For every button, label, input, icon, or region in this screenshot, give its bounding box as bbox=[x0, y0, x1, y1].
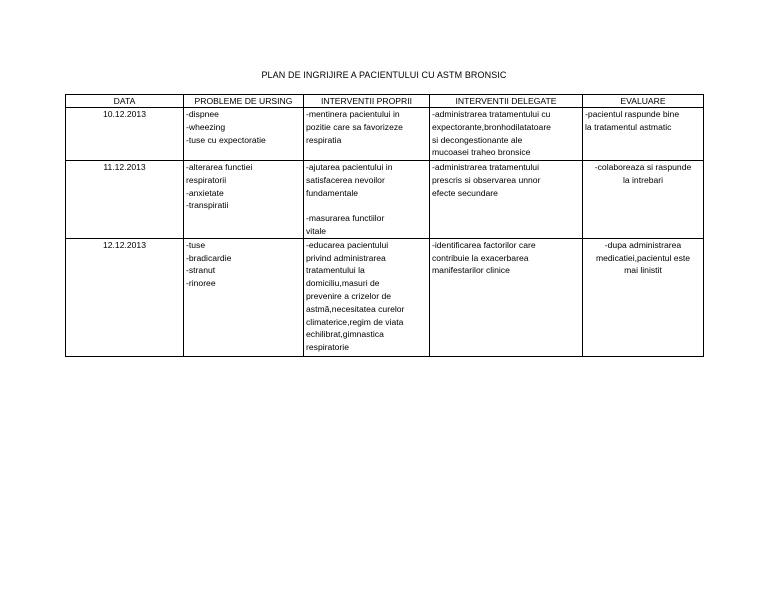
table-header-row bbox=[66, 95, 704, 108]
evaluare-line: mai linistit bbox=[624, 265, 662, 276]
proprii-cell bbox=[304, 161, 430, 239]
probleme-line: -dispnee bbox=[186, 109, 219, 119]
proprii-line: respiratia bbox=[306, 134, 342, 145]
evaluare-line: -pacientul raspunde bine bbox=[585, 109, 680, 119]
header-interventii-proprii: INTERVENTII PROPRII bbox=[304, 95, 430, 108]
probleme-line: -transpiratii bbox=[186, 200, 229, 211]
delegate-cell bbox=[430, 238, 583, 356]
delegate-cell bbox=[430, 161, 583, 239]
delegate-line: -identificarea factorilor care bbox=[432, 239, 536, 250]
header-evaluare: EVALUARE bbox=[583, 95, 704, 108]
proprii-line: fundamentale bbox=[306, 187, 359, 198]
header-data: DATA bbox=[66, 95, 184, 108]
probleme-cell bbox=[184, 108, 304, 161]
proprii-line: pozitie care sa favorizeze bbox=[306, 121, 403, 132]
proprii-line: satisfacerea nevoilor bbox=[306, 174, 385, 185]
delegate-line: manifestarilor clinice bbox=[432, 265, 510, 276]
probleme-cell bbox=[184, 238, 304, 356]
header-probleme: PROBLEME DE URSING bbox=[184, 95, 304, 108]
proprii-line: echilibrat,gimnastica bbox=[306, 329, 384, 340]
evaluare-line: medicatiei,pacientul este bbox=[595, 252, 691, 263]
delegate-line: -administrarea tratamentului cu bbox=[432, 109, 551, 119]
proprii-line: -ajutarea pacientului in bbox=[306, 162, 393, 172]
table-row bbox=[66, 108, 704, 161]
proprii-cell bbox=[304, 108, 430, 161]
evaluare-line: la intrebari bbox=[622, 174, 664, 185]
delegate-line: contribuie la exacerbarea bbox=[432, 252, 529, 263]
table-row bbox=[66, 161, 704, 239]
delegate-line: prescris si observarea unnor bbox=[432, 174, 541, 185]
date-cell: 11.12.2013 bbox=[66, 161, 184, 239]
page-title: PLAN DE INGRIJIRE A PACIENTULUI CU ASTM BRONSIC bbox=[261, 70, 507, 80]
evaluare-cell bbox=[583, 238, 704, 356]
probleme-line: -anxietate bbox=[186, 187, 224, 198]
probleme-line: -rinoree bbox=[186, 278, 216, 289]
line-gap bbox=[306, 199, 427, 212]
probleme-cell bbox=[184, 161, 304, 239]
evaluare-line: -dupa administrarea bbox=[604, 239, 682, 250]
delegate-line: -administrarea tratamentului bbox=[432, 162, 539, 172]
proprii-line: respiratorie bbox=[306, 342, 349, 353]
delegate-line: expectorante,bronhodilatatoare bbox=[432, 121, 551, 132]
proprii-line: tratamentului la bbox=[306, 265, 365, 276]
proprii-line: climaterice,regim de viata bbox=[306, 316, 404, 327]
proprii-line: astmă,necesitatea curelor bbox=[306, 303, 405, 314]
probleme-line: -wheezing bbox=[186, 121, 226, 132]
proprii-line: -mentinera pacientului in bbox=[306, 109, 400, 119]
date-cell: 10.12.2013 bbox=[66, 108, 184, 161]
proprii-line: -masurarea functiilor bbox=[306, 213, 385, 224]
probleme-line: -bradicardie bbox=[186, 252, 232, 263]
evaluare-cell bbox=[583, 161, 704, 239]
probleme-line: -alterarea functiei bbox=[186, 162, 253, 172]
proprii-line: vitale bbox=[306, 225, 327, 236]
probleme-line: -stranut bbox=[186, 265, 216, 276]
proprii-line: privind administrarea bbox=[306, 252, 386, 263]
delegate-cell bbox=[430, 108, 583, 161]
proprii-cell bbox=[304, 238, 430, 356]
header-interventii-delegate: INTERVENTII DELEGATE bbox=[430, 95, 583, 108]
proprii-line: -educarea pacientului bbox=[306, 239, 389, 250]
proprii-line: prevenire a crizelor de bbox=[306, 290, 392, 301]
evaluare-line: -colaboreaza si raspunde bbox=[594, 162, 692, 172]
delegate-line: efecte secundare bbox=[432, 187, 498, 198]
proprii-line: domiciliu,masuri de bbox=[306, 278, 380, 289]
probleme-line: -tuse bbox=[186, 239, 206, 250]
care-plan-table bbox=[65, 94, 704, 357]
evaluare-cell bbox=[583, 108, 704, 161]
delegate-line: si decongestionante ale bbox=[432, 134, 523, 145]
evaluare-line: la tratamentul astmatic bbox=[585, 121, 672, 132]
probleme-line: -tuse cu expectoratie bbox=[186, 134, 266, 145]
delegate-line: mucoasei traheo bronsice bbox=[432, 147, 531, 158]
table-row bbox=[66, 238, 704, 356]
probleme-line: respiratorii bbox=[186, 174, 227, 185]
date-cell: 12.12.2013 bbox=[66, 238, 184, 356]
